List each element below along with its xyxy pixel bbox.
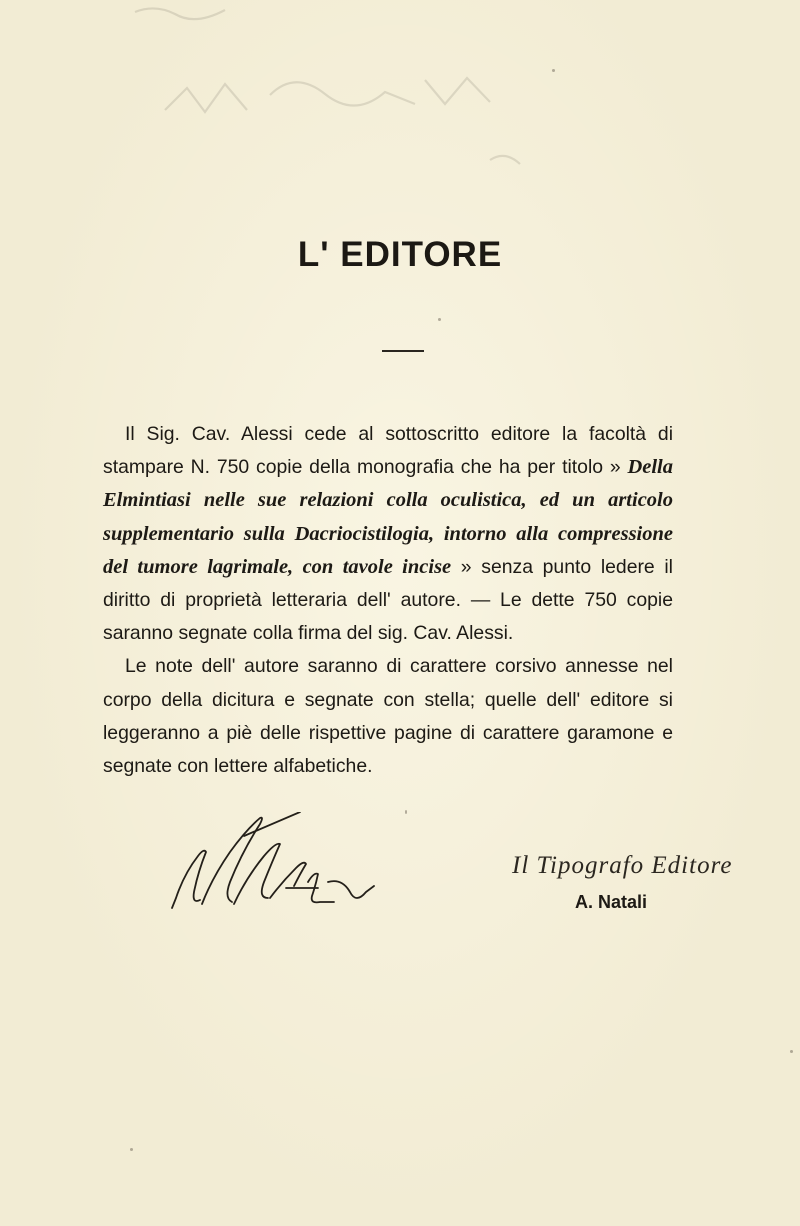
paper-speck bbox=[552, 69, 555, 72]
paper-speck bbox=[790, 1050, 793, 1053]
page-title: L' EDITORE bbox=[297, 235, 503, 274]
title-divider bbox=[382, 350, 424, 352]
paragraph-1 bbox=[103, 418, 673, 650]
monograph-title: Della Elmintiasi nelle sue relazioni colla oculistica, ed un articolo supplementario sulla Dacriocistilogia, intorno alla compressione del tumore lagrimale, con tavole incise bbox=[103, 456, 673, 578]
paper-speck bbox=[405, 810, 407, 814]
reverse-page-show-through bbox=[95, 0, 535, 190]
paragraph-2: Le note dell' autore saranno di carattere corsivo annesse nel corpo della dicitura e segnate con stella; quelle dell' editore si leggeranno a piè delle rispettive pagine di carattere garamone e segnate con lettere alfabetiche. bbox=[103, 655, 673, 778]
paper-speck bbox=[130, 1148, 133, 1151]
paragraph-1-tail: » senza punto ledere il diritto di proprietà letteraria dell' autore. — Le dette 750 copie saranno segnate colla firma del sig. Cav. Alessi. bbox=[103, 555, 673, 645]
paragraph-1-lead: Il Sig. Cav. Alessi cede al sottoscritto editore la facoltà di stampare N. 750 copie della monografia che ha per titolo » bbox=[103, 423, 673, 479]
printer-editor-stamp: Il Tipografo Editore bbox=[512, 852, 733, 879]
publisher-name: A. Natali bbox=[575, 892, 648, 912]
body-text bbox=[103, 418, 673, 783]
handwritten-signature bbox=[168, 812, 383, 914]
paper-speck bbox=[438, 318, 441, 321]
